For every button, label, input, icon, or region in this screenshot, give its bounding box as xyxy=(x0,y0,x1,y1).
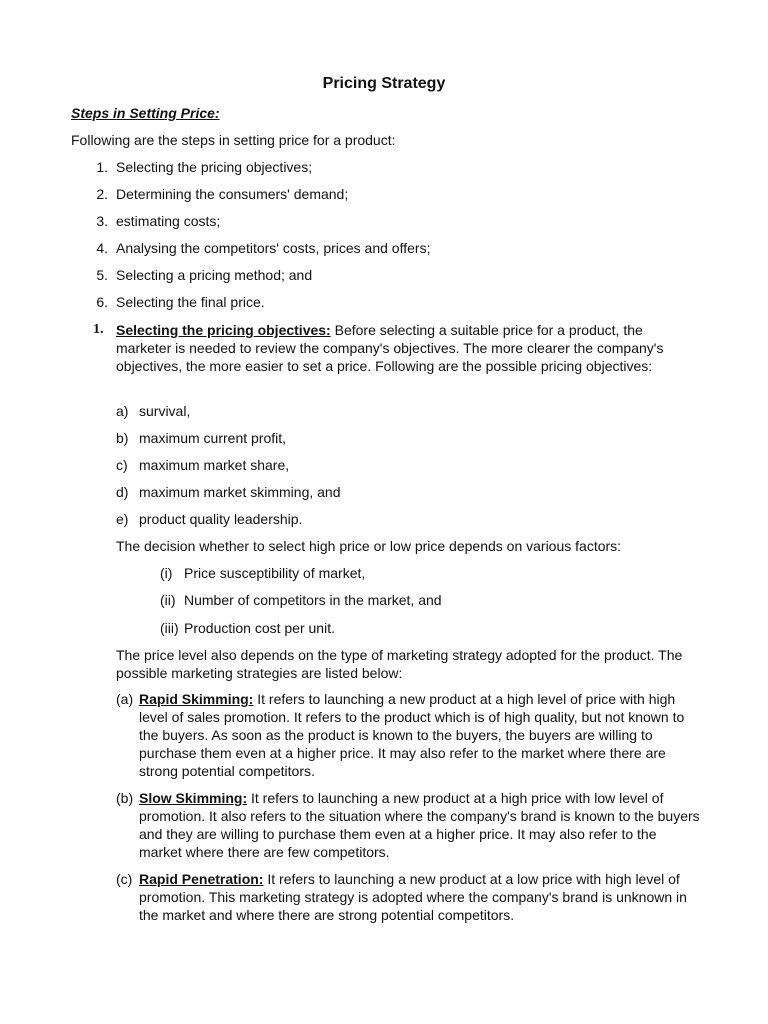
list-item-number: 5. xyxy=(96,267,108,283)
list-item-text: Analysing the competitors' costs, prices and offers; xyxy=(116,240,431,256)
list-item-number: a) xyxy=(116,403,129,419)
strategy-number: (b) xyxy=(116,790,134,806)
list-item-text: maximum current profit, xyxy=(139,430,287,446)
strategy-text: It refers to launching a new product at a high level of price with high level of sales promotion. It refers to the product which is of high quality, but not known to the buyers. As soon as the product is known to the buyers, the buyers are willing to purchase them even at a higher price. It may also refer to the market where there are strong potential competitors. xyxy=(139,691,685,779)
strategy-text: It refers to launching a new product at a low price with high level of promotion. This marketing strategy is adopted where the company's brand is unknown in the market and where there are strong potential competitors. xyxy=(139,871,687,923)
list-item-text: Price susceptibility of market, xyxy=(184,565,366,581)
list-item-text: product quality leadership. xyxy=(139,511,303,527)
list-item-text: Number of competitors in the market, and xyxy=(184,592,442,608)
strategy-paragraph xyxy=(139,789,701,861)
list-item-text: Production cost per unit. xyxy=(184,620,335,636)
list-item-number: 3. xyxy=(96,213,108,229)
section-label: Selecting the pricing objectives: xyxy=(116,322,331,338)
strategy-text: It refers to launching a new product at a high price with low level of promotion. It also refers to the situation where the company's brand is known to the buyers and they are willing to purchase them even at a higher price. It may also refer to the market where there are few competitors. xyxy=(139,790,700,860)
intro-text: Following are the steps in setting price for a product: xyxy=(71,132,396,148)
list-item-text: estimating costs; xyxy=(116,213,221,229)
list-item-number: c) xyxy=(116,457,128,473)
section-text: Before selecting a suitable price for a product, the marketer is needed to review the company's objectives. The more clearer the company's objectives, the more easier to set a price. Following are the possible pricing objectives: xyxy=(116,322,664,374)
list-item-text: Determining the consumers' demand; xyxy=(116,186,349,202)
list-item-text: Selecting the pricing objectives; xyxy=(116,159,313,175)
list-item-number: (i) xyxy=(160,565,173,581)
list-item-text: maximum market skimming, and xyxy=(139,484,341,500)
strategy-label: Rapid Penetration: xyxy=(139,871,264,887)
price-level-text: The price level also depends on the type of marketing strategy adopted for the product. The possible marketing strategies are listed below: xyxy=(116,647,683,681)
strategy-number: (a) xyxy=(116,691,134,707)
strategy-label: Slow Skimming: xyxy=(139,790,248,806)
list-item-number: 1. xyxy=(96,159,108,175)
strategy-paragraph xyxy=(139,870,701,924)
list-item-text: maximum market share, xyxy=(139,457,290,473)
section-heading: Steps in Setting Price: xyxy=(71,105,220,121)
decision-text: The decision whether to select high price or low price depends on various factors: xyxy=(116,538,622,554)
section-paragraph xyxy=(116,321,696,375)
list-item-number: 6. xyxy=(96,294,108,310)
strategy-paragraph xyxy=(139,690,701,780)
strategy-label: Rapid Skimming: xyxy=(139,691,254,707)
list-item-number: d) xyxy=(116,484,129,500)
list-item-text: Selecting a pricing method; and xyxy=(116,267,313,283)
list-item-text: Selecting the final price. xyxy=(116,294,265,310)
list-item-number: (iii) xyxy=(160,620,179,636)
list-item-text: survival, xyxy=(139,403,191,419)
strategy-number: (c) xyxy=(116,871,133,887)
list-item-number: b) xyxy=(116,430,129,446)
list-item-number: 2. xyxy=(96,186,108,202)
section-number: 1. xyxy=(93,322,104,337)
list-item-number: e) xyxy=(116,511,129,527)
page-title: Pricing Strategy xyxy=(322,75,446,92)
list-item-number: 4. xyxy=(96,240,108,256)
list-item-number: (ii) xyxy=(160,592,176,608)
